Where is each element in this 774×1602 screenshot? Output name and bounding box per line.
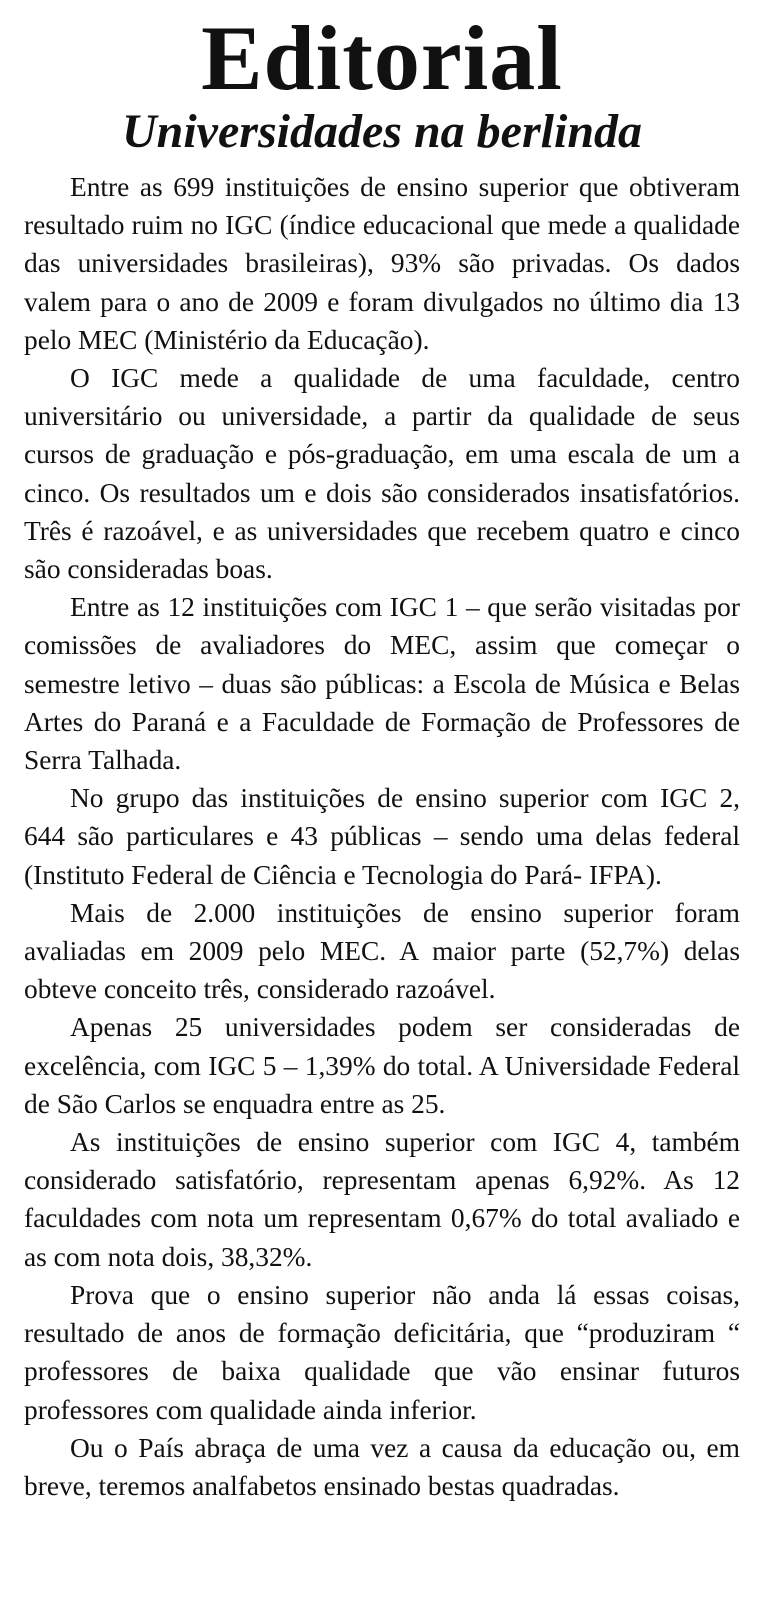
paragraph: No grupo das instituições de ensino superior com IGC 2, 644 são particulares e 43 públicas – sendo uma delas federal (Instituto Federal de Ciência e Tecnologia do Pará- IFPA). [24,783,740,890]
article-body [24,168,740,1505]
paragraph: Prova que o ensino superior não anda lá essas coisas, resultado de anos de formação deficitária, que “produziram “ professores de baixa qualidade que vão ensinar futuros professores com qualidade ainda inferior. [24,1279,740,1425]
paragraph: Mais de 2.000 instituições de ensino superior foram avaliadas em 2009 pelo MEC. A maior parte (52,7%) delas obteve conceito três, considerado razoável. [24,897,740,1005]
editorial-article [24,0,740,1602]
article-subtitle: Universidades na berlinda [121,105,643,158]
paragraph: O IGC mede a qualidade de uma faculdade, centro universitário ou universidade, a partir da qualidade de seus cursos de graduação e pós-graduação, em uma escala de um a cinco. Os resultados um e dois são considerados insatisfatórios. Três é razoável, e as universidades que recebem quatro e cinco são consideradas boas. [24,363,740,585]
page-title: Editorial [201,7,563,109]
paragraph: As instituições de ensino superior com IGC 4, também considerado satisfatório, representam apenas 6,92%. As 12 faculdades com nota um representam 0,67% do total avaliado e as com nota dois, 38,32%. [24,1127,740,1272]
paragraph: Ou o País abraça de uma vez a causa da educação ou, em breve, teremos analfabetos ensinado bestas quadradas. [24,1432,740,1501]
paragraph: Apenas 25 universidades podem ser consideradas de excelência, com IGC 5 – 1,39% do total. A Universidade Federal de São Carlos se enquadra entre as 25. [24,1012,740,1119]
paragraph: Entre as 699 instituições de ensino superior que obtiveram resultado ruim no IGC (índice educacional que mede a qualidade das universidades brasileiras), 93% são privadas. Os dados valem para o ano de 2009 e foram divulgados no último dia 13 pelo MEC (Ministério da Educação). [24,172,740,355]
paragraph: Entre as 12 instituições com IGC 1 – que serão visitadas por comissões de avaliadores do MEC, assim que começar o semestre letivo – duas são públicas: a Escola de Música e Belas Artes do Paraná e a Faculdade de Formação de Professores de Serra Talhada. [24,592,740,776]
